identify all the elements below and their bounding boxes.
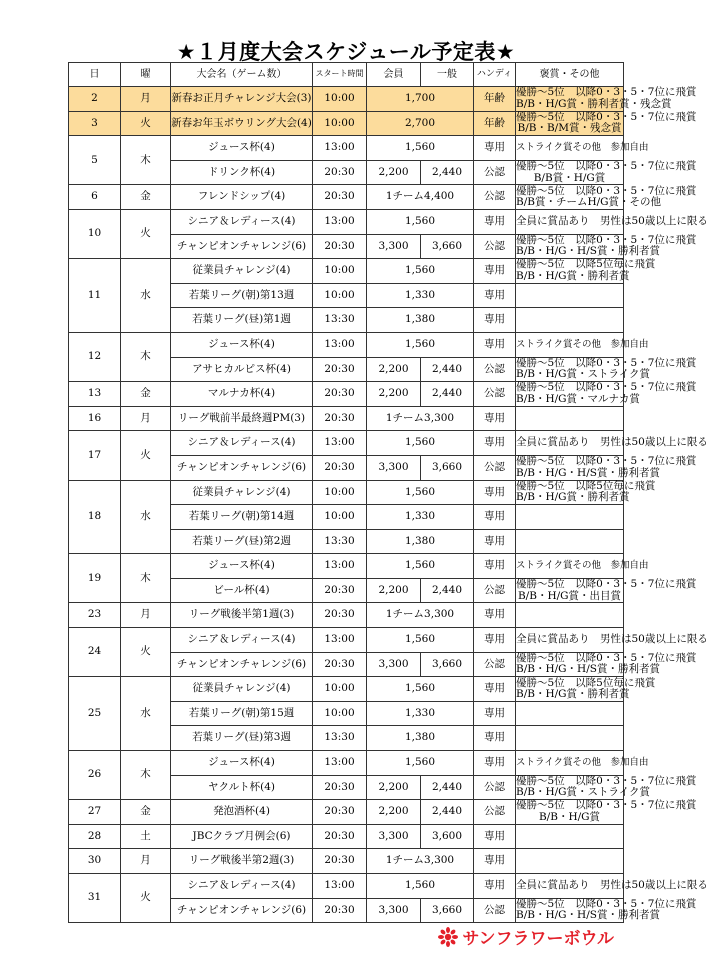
header-day: 日 — [69, 63, 121, 87]
event-name-cell: シニア＆レディース(4) — [171, 209, 313, 234]
day-cell: 19 — [69, 554, 121, 603]
fee-cell: 1,380 — [367, 726, 474, 751]
handicap-cell: 年齢 — [474, 111, 516, 136]
start-time-cell: 13:00 — [313, 209, 367, 234]
weekday-cell: 木 — [121, 751, 171, 800]
handicap-cell: 公認 — [474, 898, 516, 923]
prize-note-line: 優勝～5位 以降0・3・5・7位に飛賞 — [516, 356, 697, 369]
prize-note-line: B/B・H/G賞・勝利者賞 — [516, 269, 630, 282]
event-name-cell: シニア＆レディース(4) — [171, 874, 313, 899]
table-row — [69, 751, 624, 776]
event-name-cell: ジュース杯(4) — [171, 332, 313, 357]
event-name-cell: チャンピオンチャレンジ(6) — [171, 455, 313, 480]
start-time-cell: 13:00 — [313, 751, 367, 776]
general-fee-cell: 3,660 — [421, 234, 474, 259]
schedule-body — [69, 86, 708, 923]
table-row — [69, 628, 624, 653]
fee-cell: 1,380 — [367, 308, 474, 333]
table-row — [69, 480, 624, 505]
start-time-cell: 13:00 — [313, 332, 367, 357]
event-name-cell: 若葉リーグ(朝)第15週 — [171, 701, 313, 726]
general-fee-cell: 2,440 — [421, 578, 474, 603]
member-fee-cell: 2,200 — [367, 357, 421, 382]
prize-note-cell — [516, 136, 649, 161]
start-time-cell: 20:30 — [313, 160, 367, 185]
start-time-cell: 20:30 — [313, 234, 367, 259]
prize-note-cell — [516, 455, 697, 480]
day-cell: 18 — [69, 480, 121, 554]
start-time-cell: 13:00 — [313, 554, 367, 579]
prize-note-line: B/B賞・チームH/G賞・その他 — [516, 196, 662, 209]
prize-note-line: ストライク賞その他 参加自由 — [516, 756, 649, 768]
member-fee-cell: 3,300 — [367, 898, 421, 923]
handicap-cell: 公認 — [474, 185, 516, 210]
event-name-cell: リーグ戦前半最終週PM(3) — [171, 406, 313, 431]
start-time-cell: 13:00 — [313, 874, 367, 899]
prize-note-cell — [516, 726, 624, 751]
general-fee-cell: 3,600 — [421, 824, 474, 849]
event-name-cell: ジュース杯(4) — [171, 751, 313, 776]
general-fee-cell: 2,440 — [421, 357, 474, 382]
start-time-cell: 13:30 — [313, 726, 367, 751]
member-fee-cell: 3,300 — [367, 652, 421, 677]
table-row — [69, 800, 624, 825]
event-name-cell: チャンピオンチャレンジ(6) — [171, 898, 313, 923]
prize-note-line: 全員に賞品あり 男性は50歳以上に限る — [516, 633, 708, 646]
handicap-cell: 専用 — [474, 726, 516, 751]
handicap-cell: 専用 — [474, 874, 516, 899]
fee-cell: 1,560 — [367, 751, 474, 776]
prize-note-line: ストライク賞その他 参加自由 — [516, 559, 649, 571]
weekday-cell: 月 — [121, 87, 171, 112]
start-time-cell: 13:00 — [313, 136, 367, 161]
start-time-cell: 20:30 — [313, 898, 367, 923]
day-cell: 10 — [69, 209, 121, 258]
prize-note-cell — [516, 160, 697, 185]
general-fee-cell: 2,440 — [421, 382, 474, 407]
event-name-cell: 従業員チャレンジ(4) — [171, 677, 313, 702]
day-cell: 24 — [69, 628, 121, 677]
prize-note-line: 全員に賞品あり 男性は50歳以上に限る — [516, 214, 708, 227]
prize-note-line: B/B・H/G賞・マルナカ賞 — [516, 392, 640, 405]
weekday-cell: 月 — [121, 406, 171, 431]
day-cell: 17 — [69, 431, 121, 480]
prize-note-cell — [516, 897, 697, 923]
table-row — [69, 87, 624, 112]
fee-cell: 1チーム4,400 — [367, 185, 474, 210]
event-name-cell: ヤクルト杯(4) — [171, 775, 313, 800]
handicap-cell: 専用 — [474, 824, 516, 849]
prize-note-line: B/B賞・H/G賞 — [533, 171, 606, 184]
prize-note-cell — [516, 184, 697, 210]
prize-note-line: 優勝～5位 以降0・3・5・7位に飛賞 — [516, 160, 697, 173]
start-time-cell: 20:30 — [313, 824, 367, 849]
prize-note-line: B/B・B/M賞・残念賞 — [517, 122, 622, 135]
weekday-cell: 金 — [121, 185, 171, 210]
header-row — [69, 63, 624, 87]
prize-note-line: B/B・H/G賞 — [538, 811, 601, 824]
prize-note-line: 優勝～5位 以降0・3・5・7位に飛賞 — [516, 110, 697, 123]
event-name-cell: 従業員チャレンジ(4) — [171, 480, 313, 505]
weekday-cell: 金 — [121, 382, 171, 407]
start-time-cell: 13:30 — [313, 529, 367, 554]
prize-note-line: 優勝～5位 以降0・3・5・7位に飛賞 — [516, 578, 697, 591]
start-time-cell: 10:00 — [313, 480, 367, 505]
day-cell: 27 — [69, 800, 121, 825]
prize-note-cell — [516, 381, 697, 407]
table-row — [69, 185, 624, 210]
event-name-cell: シニア＆レディース(4) — [171, 628, 313, 653]
fee-cell: 1,700 — [367, 87, 474, 112]
start-time-cell: 20:30 — [313, 652, 367, 677]
event-name-cell: 若葉リーグ(朝)第14週 — [171, 505, 313, 530]
start-time-cell: 10:00 — [313, 259, 367, 284]
table-row — [69, 259, 624, 284]
prize-note-line: 優勝～5位 以降0・3・5・7位に飛賞 — [516, 455, 697, 468]
weekday-cell: 水 — [121, 259, 171, 333]
start-time-cell: 20:30 — [313, 849, 367, 874]
weekday-cell: 金 — [121, 800, 171, 825]
prize-note-cell — [516, 874, 708, 899]
prize-note-line: 優勝～5位 以降0・3・5・7位に飛賞 — [516, 233, 697, 246]
member-fee-cell: 3,300 — [367, 455, 421, 480]
prize-note-line: B/B・H/G賞・ストライク賞 — [516, 786, 651, 799]
prize-note-line: 優勝～5位 以降0・3・5・7位に飛賞 — [516, 651, 697, 664]
prize-note-cell — [516, 479, 656, 505]
prize-note-line: B/B・H/G賞・出目賞 — [517, 589, 622, 602]
fee-cell: 1,380 — [367, 529, 474, 554]
fee-cell: 1,560 — [367, 554, 474, 579]
prize-note-line: B/B・H/G賞・勝利者賞 — [516, 688, 630, 701]
prize-note-line: 全員に賞品あり 男性は50歳以上に限る — [516, 436, 708, 449]
prize-note-cell — [516, 676, 656, 702]
prize-note-line: B/B・H/G賞・勝利者賞・残念賞 — [516, 97, 672, 110]
prize-note-line: ストライク賞その他 参加自由 — [516, 141, 649, 153]
fee-cell: 1,560 — [367, 431, 474, 456]
handicap-cell: 専用 — [474, 603, 516, 628]
prize-note-line: 優勝～5位 以降0・3・5・7位に飛賞 — [516, 184, 697, 197]
start-time-cell: 20:30 — [313, 455, 367, 480]
fee-cell: 1,330 — [367, 505, 474, 530]
start-time-cell: 20:30 — [313, 775, 367, 800]
handicap-cell: 公認 — [474, 800, 516, 825]
fee-cell: 1,560 — [367, 136, 474, 161]
event-name-cell: ジュース杯(4) — [171, 136, 313, 161]
day-cell: 11 — [69, 259, 121, 333]
member-fee-cell: 2,200 — [367, 800, 421, 825]
day-cell: 23 — [69, 603, 121, 628]
member-fee-cell: 3,300 — [367, 824, 421, 849]
member-fee-cell: 2,200 — [367, 775, 421, 800]
handicap-cell: 専用 — [474, 332, 516, 357]
event-name-cell: ビール杯(4) — [171, 578, 313, 603]
start-time-cell: 20:30 — [313, 406, 367, 431]
table-row — [69, 332, 624, 357]
handicap-cell: 専用 — [474, 136, 516, 161]
handicap-cell: 専用 — [474, 480, 516, 505]
day-cell: 26 — [69, 751, 121, 800]
member-fee-cell: 2,200 — [367, 578, 421, 603]
schedule-table — [68, 62, 708, 923]
handicap-cell: 専用 — [474, 751, 516, 776]
weekday-cell: 土 — [121, 824, 171, 849]
handicap-cell: 公認 — [474, 775, 516, 800]
start-time-cell: 10:00 — [313, 505, 367, 530]
start-time-cell: 20:30 — [313, 800, 367, 825]
start-time-cell: 20:30 — [313, 578, 367, 603]
start-time-cell: 10:00 — [313, 677, 367, 702]
handicap-cell: 専用 — [474, 259, 516, 284]
prize-note-cell — [516, 701, 624, 726]
weekday-cell: 火 — [121, 111, 171, 136]
fee-cell: 1,330 — [367, 701, 474, 726]
weekday-cell: 火 — [121, 209, 171, 258]
general-fee-cell: 2,440 — [421, 160, 474, 185]
start-time-cell: 10:00 — [313, 111, 367, 136]
day-cell: 2 — [69, 87, 121, 112]
handicap-cell: 専用 — [474, 308, 516, 333]
general-fee-cell: 2,440 — [421, 775, 474, 800]
prize-note-line: 優勝～5位 以降5位毎に飛賞 — [516, 258, 656, 271]
member-fee-cell: 2,200 — [367, 382, 421, 407]
prize-note-line: 優勝～5位 以降0・3・5・7位に飛賞 — [516, 381, 697, 394]
handicap-cell: 専用 — [474, 431, 516, 456]
handicap-cell: 専用 — [474, 529, 516, 554]
event-name-cell: JBCクラブ月例会(6) — [171, 824, 313, 849]
handicap-cell: 専用 — [474, 505, 516, 530]
weekday-cell: 水 — [121, 480, 171, 554]
fee-cell: 1,560 — [367, 677, 474, 702]
prize-note-cell — [516, 209, 708, 234]
table-row — [69, 406, 624, 431]
day-cell: 16 — [69, 406, 121, 431]
start-time-cell: 10:00 — [313, 701, 367, 726]
member-fee-cell: 3,300 — [367, 234, 421, 259]
prize-note-cell — [516, 283, 624, 308]
header-start-time: スタート時間 — [313, 63, 367, 87]
handicap-cell: 公認 — [474, 382, 516, 407]
start-time-cell: 13:30 — [313, 308, 367, 333]
header-handicap: ハンディ — [474, 63, 516, 87]
fee-cell: 1,560 — [367, 209, 474, 234]
fee-cell: 1チーム3,300 — [367, 603, 474, 628]
handicap-cell: 公認 — [474, 652, 516, 677]
prize-note-line: B/B・H/G賞・ストライク賞 — [516, 368, 651, 381]
weekday-cell: 月 — [121, 603, 171, 628]
handicap-cell: 専用 — [474, 849, 516, 874]
prize-note-cell — [516, 258, 656, 284]
weekday-cell: 月 — [121, 849, 171, 874]
weekday-cell: 木 — [121, 136, 171, 185]
member-fee-cell: 2,200 — [367, 160, 421, 185]
prize-note-cell — [516, 431, 708, 456]
start-time-cell: 20:30 — [313, 185, 367, 210]
logo-text: サンフラワーボウル — [462, 929, 614, 949]
event-name-cell: 若葉リーグ(朝)第13週 — [171, 283, 313, 308]
fee-cell: 1,560 — [367, 259, 474, 284]
handicap-cell: 専用 — [474, 209, 516, 234]
event-name-cell: リーグ戦後半第1週(3) — [171, 603, 313, 628]
prize-note-cell — [516, 110, 697, 136]
prize-note-line: 優勝～5位 以降5位毎に飛賞 — [516, 479, 656, 492]
weekday-cell: 木 — [121, 554, 171, 603]
day-cell: 6 — [69, 185, 121, 210]
fee-cell: 2,700 — [367, 111, 474, 136]
prize-note-cell — [516, 356, 697, 382]
handicap-cell: 公認 — [474, 455, 516, 480]
general-fee-cell: 3,660 — [421, 652, 474, 677]
weekday-cell: 火 — [121, 628, 171, 677]
prize-note-line: 優勝～5位 以降5位毎に飛賞 — [516, 676, 656, 689]
day-cell: 3 — [69, 111, 121, 136]
fee-cell: 1チーム3,300 — [367, 849, 474, 874]
prize-note-line: B/B・H/G賞・勝利者賞 — [516, 491, 630, 504]
prize-note-cell — [516, 751, 649, 776]
day-cell: 28 — [69, 824, 121, 849]
event-name-cell: 従業員チャレンジ(4) — [171, 259, 313, 284]
prize-note-cell — [516, 406, 624, 431]
prize-note-cell — [516, 849, 624, 874]
day-cell: 5 — [69, 136, 121, 185]
table-row — [69, 603, 624, 628]
event-name-cell: チャンピオンチャレンジ(6) — [171, 234, 313, 259]
table-row — [69, 677, 624, 702]
handicap-cell: 公認 — [474, 357, 516, 382]
event-name-cell: 若葉リーグ(昼)第2週 — [171, 529, 313, 554]
day-cell: 12 — [69, 332, 121, 381]
prize-note-line: B/B・H/G・H/S賞・勝利者賞 — [516, 663, 660, 676]
event-name-cell: ジュース杯(4) — [171, 554, 313, 579]
event-name-cell: 若葉リーグ(昼)第1週 — [171, 308, 313, 333]
event-name-cell: 新春お正月チャレンジ大会(3) — [171, 87, 313, 112]
table-row — [69, 874, 624, 899]
prize-note-cell — [516, 86, 697, 112]
header-event-name: 大会名（ゲーム数） — [171, 63, 313, 87]
handicap-cell: 公認 — [474, 160, 516, 185]
prize-note-cell — [516, 628, 708, 653]
event-name-cell: 若葉リーグ(昼)第3週 — [171, 726, 313, 751]
table-row — [69, 209, 624, 234]
prize-note-line: 優勝～5位 以降0・3・5・7位に飛賞 — [516, 799, 697, 812]
prize-note-line: ストライク賞その他 参加自由 — [516, 338, 649, 350]
event-name-cell: 発泡酒杯(4) — [171, 800, 313, 825]
start-time-cell: 13:00 — [313, 628, 367, 653]
day-cell: 31 — [69, 874, 121, 923]
event-name-cell: リーグ戦後半第2週(3) — [171, 849, 313, 874]
fee-cell: 1,330 — [367, 283, 474, 308]
fee-cell: 1,560 — [367, 332, 474, 357]
header-weekday: 曜 — [121, 63, 171, 87]
page-title: ★１月度大会スケジュール予定表★ — [176, 40, 516, 64]
prize-note-cell — [516, 578, 697, 603]
prize-note-line: 優勝～5位 以降0・3・5・7位に飛賞 — [516, 774, 697, 787]
handicap-cell: 専用 — [474, 554, 516, 579]
fee-cell: 1,560 — [367, 480, 474, 505]
start-time-cell: 20:30 — [313, 382, 367, 407]
header-prizes: 褒賞・その他 — [516, 63, 624, 87]
weekday-cell: 木 — [121, 332, 171, 381]
table-row — [69, 431, 624, 456]
prize-note-cell — [516, 651, 697, 677]
day-cell: 30 — [69, 849, 121, 874]
start-time-cell: 20:30 — [313, 603, 367, 628]
fee-cell: 1,560 — [367, 874, 474, 899]
prize-note-cell — [516, 799, 697, 825]
weekday-cell: 水 — [121, 677, 171, 751]
fee-cell: 1,560 — [367, 628, 474, 653]
handicap-cell: 公認 — [474, 578, 516, 603]
prize-note-cell — [516, 505, 624, 530]
general-fee-cell: 2,440 — [421, 800, 474, 825]
prize-note-line: B/B・H/G・H/S賞・勝利者賞 — [516, 245, 660, 258]
prize-note-line: B/B・H/G・H/S賞・勝利者賞 — [516, 909, 660, 922]
prize-note-cell — [516, 774, 697, 800]
prize-note-cell — [516, 308, 624, 333]
day-cell: 25 — [69, 677, 121, 751]
start-time-cell: 10:00 — [313, 283, 367, 308]
table-row — [69, 849, 624, 874]
handicap-cell: 年齢 — [474, 87, 516, 112]
prize-note-cell — [516, 824, 624, 849]
general-fee-cell: 3,660 — [421, 455, 474, 480]
handicap-cell: 専用 — [474, 406, 516, 431]
sunflower-icon — [438, 927, 458, 947]
prize-note-cell — [516, 233, 697, 259]
table-row — [69, 824, 624, 849]
prize-note-line: 優勝～5位 以降0・3・5・7位に飛賞 — [516, 86, 697, 99]
prize-note-line: 全員に賞品あり 男性は50歳以上に限る — [516, 879, 708, 892]
weekday-cell: 火 — [121, 431, 171, 480]
prize-note-line: B/B・H/G・H/S賞・勝利者賞 — [516, 466, 660, 479]
prize-note-cell — [516, 554, 649, 579]
event-name-cell: アサヒカルピス杯(4) — [171, 357, 313, 382]
prize-note-cell — [516, 603, 624, 628]
weekday-cell: 火 — [121, 874, 171, 923]
event-name-cell: ドリンク杯(4) — [171, 160, 313, 185]
table-row — [69, 136, 624, 161]
event-name-cell: 新春お年玉ボウリング大会(4) — [171, 111, 313, 136]
start-time-cell: 10:00 — [313, 87, 367, 112]
table-row — [69, 111, 624, 136]
table-row — [69, 382, 624, 407]
fee-cell: 1チーム3,300 — [367, 406, 474, 431]
start-time-cell: 20:30 — [313, 357, 367, 382]
general-fee-cell: 3,660 — [421, 898, 474, 923]
handicap-cell: 専用 — [474, 628, 516, 653]
sunflower-bowl-logo — [438, 924, 614, 949]
start-time-cell: 13:00 — [313, 431, 367, 456]
handicap-cell: 専用 — [474, 701, 516, 726]
prize-note-cell — [516, 332, 649, 357]
header-member-fee: 会員 — [367, 63, 421, 87]
day-cell: 13 — [69, 382, 121, 407]
prize-note-cell — [516, 529, 624, 554]
event-name-cell: フレンドシップ(4) — [171, 185, 313, 210]
handicap-cell: 専用 — [474, 677, 516, 702]
table-row — [69, 554, 624, 579]
event-name-cell: マルナカ杯(4) — [171, 382, 313, 407]
event-name-cell: シニア＆レディース(4) — [171, 431, 313, 456]
event-name-cell: チャンピオンチャレンジ(6) — [171, 652, 313, 677]
handicap-cell: 公認 — [474, 234, 516, 259]
prize-note-line: 優勝～5位 以降0・3・5・7位に飛賞 — [516, 897, 697, 910]
handicap-cell: 専用 — [474, 283, 516, 308]
header-general-fee: 一般 — [421, 63, 474, 87]
